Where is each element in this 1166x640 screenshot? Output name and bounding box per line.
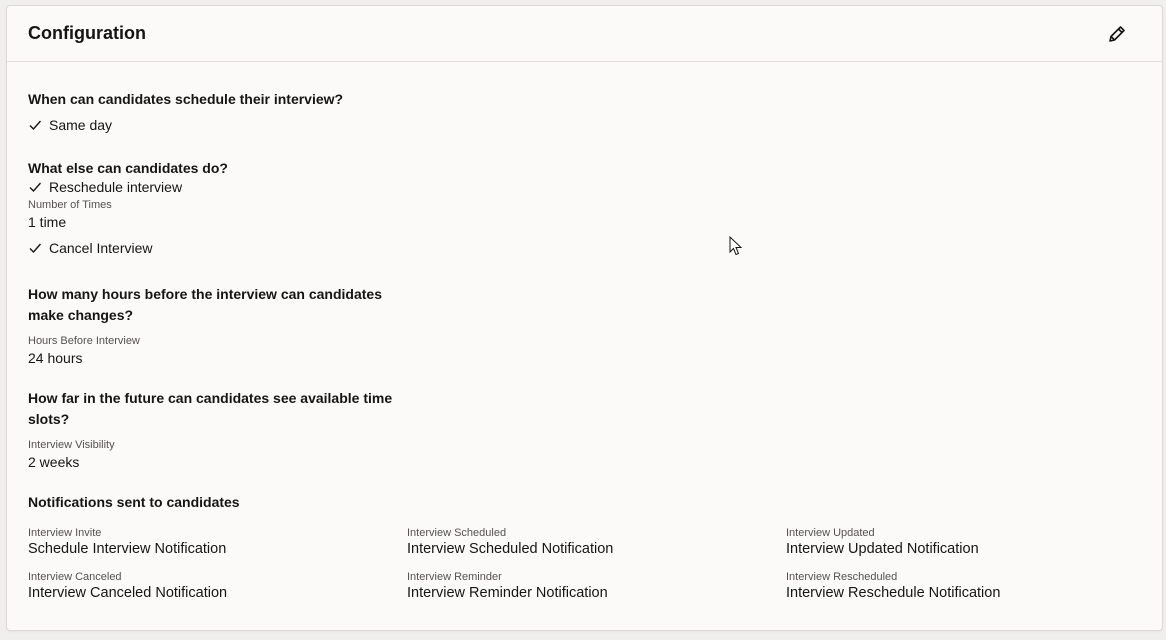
notification-value: Interview Reschedule Notification (786, 585, 1001, 601)
notification-label: Interview Invite (28, 527, 102, 539)
configuration-card (6, 5, 1163, 631)
cancel-option (28, 240, 153, 256)
actions-question: What else can candidates do? (28, 160, 228, 176)
visibility-question: How far in the future can candidates see available time slots? (28, 390, 393, 427)
notification-value: Interview Scheduled Notification (407, 541, 614, 557)
edit-button[interactable] (1106, 23, 1128, 45)
notifications-heading: Notifications sent to candidates (28, 494, 240, 510)
card-title: Configuration (28, 23, 146, 43)
hours-before-label: Hours Before Interview (28, 335, 140, 347)
hours-question: How many hours before the interview can candidates make changes? (28, 286, 382, 323)
interview-visibility-label: Interview Visibility (28, 439, 115, 451)
reschedule-option (28, 179, 182, 195)
cancel-label: Cancel Interview (49, 240, 153, 256)
mouse-pointer-icon (729, 236, 743, 256)
notification-label: Interview Updated (786, 527, 875, 539)
notification-label: Interview Reminder (407, 571, 502, 583)
notification-label: Interview Rescheduled (786, 571, 898, 583)
notification-value: Interview Updated Notification (786, 541, 979, 557)
reschedule-label: Reschedule interview (49, 179, 183, 195)
same-day-option (28, 117, 112, 133)
pencil-icon (1106, 23, 1128, 45)
schedule-question: When can candidates schedule their interview? (28, 91, 344, 107)
notification-value: Interview Reminder Notification (407, 585, 608, 601)
checkmark-icon (28, 118, 42, 132)
notification-value: Schedule Interview Notification (28, 541, 227, 557)
number-of-times-value: 1 time (28, 214, 67, 230)
card-header (7, 6, 1162, 62)
notification-value: Interview Canceled Notification (28, 585, 228, 601)
notification-label: Interview Scheduled (407, 527, 507, 539)
notification-label: Interview Canceled (28, 571, 122, 583)
checkmark-icon (28, 241, 42, 255)
number-of-times-label: Number of Times (28, 199, 112, 211)
hours-before-value: 24 hours (28, 350, 83, 366)
same-day-label: Same day (49, 117, 113, 133)
interview-visibility-value: 2 weeks (28, 454, 80, 470)
checkmark-icon (28, 180, 42, 194)
